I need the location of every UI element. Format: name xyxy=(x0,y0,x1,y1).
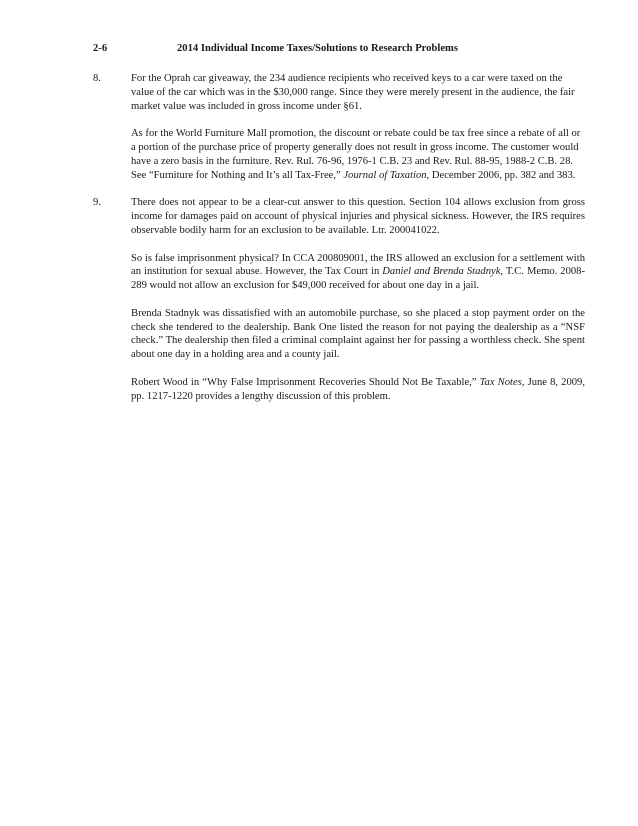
text-run: So is false imprisonment physical? In CCA 200809001, the IRS allowed an exclusion for a settlement with an institution for sexual abuse. However, the Tax Court in xyxy=(131,252,585,278)
page-number: 2-6 xyxy=(93,43,108,54)
paragraph xyxy=(131,72,585,113)
running-title: 2014 Individual Income Taxes/Solutions to Research Problems xyxy=(177,43,458,54)
problem-item-8 xyxy=(93,72,585,182)
paragraph xyxy=(131,196,585,237)
page-header xyxy=(93,41,563,57)
italic-citation: Daniel and Brenda Stadnyk xyxy=(382,266,501,278)
text-run: Robert Wood in “Why False Imprisonment Recoveries Should Not Be Taxable,” xyxy=(131,376,480,388)
text-run: As for the World Furniture Mall promotion, the discount or rebate could be tax free since a rebate of all or a portion of the purchase price of property generally does not result in gross income. The customer would have a zero basis in the furniture. Rev. Rul. 76-96, 1976-1 C.B. 23 and Rev. Rul. 88-95, 1988-2 C.B. 28. See “Furniture for Nothing and It’s all Tax-Free,” xyxy=(131,128,581,181)
paragraph xyxy=(131,252,585,293)
text-run: Brenda Stadnyk was dissatisfied with an automobile purchase, so she placed a stop payment order on the check she tendered to the dealership. Bank One listed the reason for not paying the dealership as a “NSF check.” The dealership then filed a criminal complaint against her for passing a worthless check. She spent about one day in a holding area and a county jail. xyxy=(131,307,585,361)
italic-citation: Journal of Taxation xyxy=(343,169,427,181)
problem-item-9 xyxy=(93,196,585,403)
text-run: , T.C. Memo. 2008-289 would not allow an exclusion for $49,000 received for about one day in a jail. xyxy=(131,266,585,292)
text-run: For the Oprah car giveaway, the 234 audience recipients who received keys to a car were taxed on the value of the car which was in the $30,000 range. Since they were merely present in the audience, the fair market value was included in gross income under §61. xyxy=(131,73,575,112)
paragraph xyxy=(131,127,585,182)
item-number: 8. xyxy=(93,73,101,84)
paragraph xyxy=(131,376,585,404)
document-body xyxy=(93,72,585,417)
text-run: , June 8, 2009, pp. 1217-1220 provides a lengthy discussion of this problem. xyxy=(131,376,586,402)
text-run: There does not appear to be a clear-cut answer to this question. Section 104 allows exclusion from gross income for damages paid on account of physical injuries and physical sickness. However, the IRS requires observable bodily harm for an exclusion to be available. Ltr. 200041022. xyxy=(131,197,585,236)
italic-citation: Tax Notes xyxy=(479,376,522,388)
text-run: , December 2006, pp. 382 and 383. xyxy=(426,169,576,181)
paragraph xyxy=(131,307,585,362)
item-number: 9. xyxy=(93,197,101,209)
